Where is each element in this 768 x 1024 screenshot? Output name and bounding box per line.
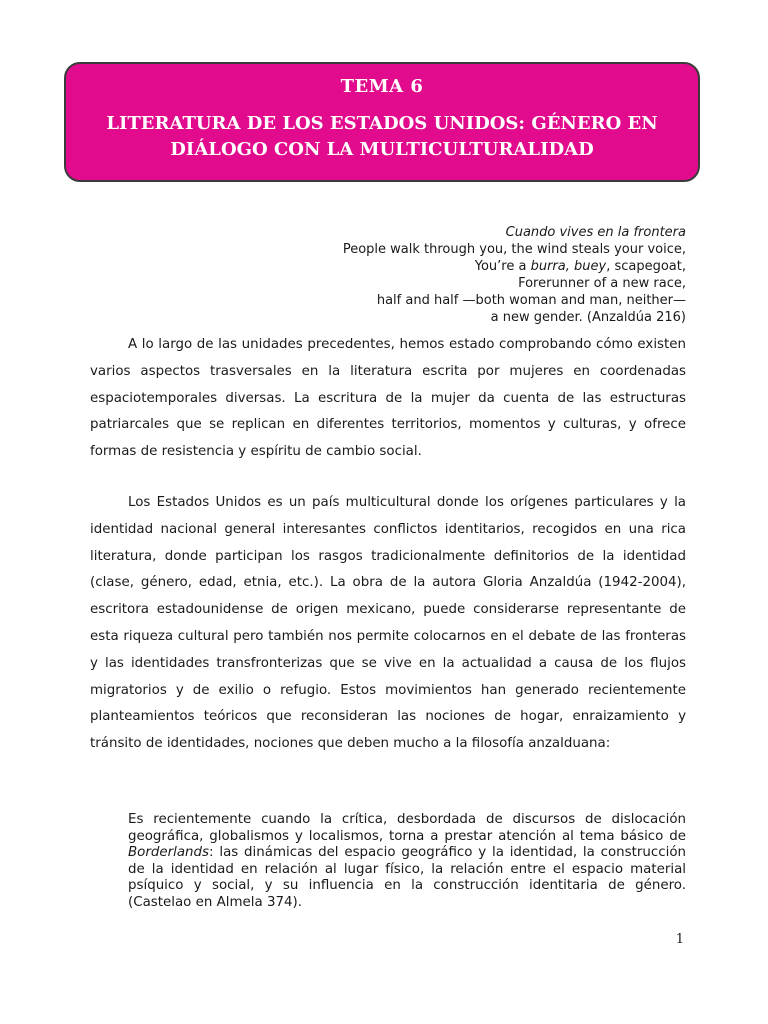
chapter-number: TEMA 6 <box>340 76 424 97</box>
epigraph-line: People walk through you, the wind steals your voice, <box>342 242 686 257</box>
chapter-title: LITERATURA DE LOS ESTADOS UNIDOS: GÉNERO EN DIÁLOGO CON LA MULTICULTURALIDAD <box>106 113 658 160</box>
epigraph-line: Forerunner of a new race, <box>518 276 686 291</box>
chapter-header-box <box>64 62 700 182</box>
body-paragraph-2: Los Estados Unidos es un país multicultural donde los orígenes particulares y la identidad nacional general interesantes conflictos identitarios, recogidos en una rica literatura, donde participan los rasgos tradicionalmente definitorios de la identidad (clase, género, edad, etnia, etc.). La obra de la autora Gloria Anzaldúa (1942-2004), escritora estadounidense de origen mexicano, puede considerarse representante de esta riqueza cultural pero también nos permite colocarnos en el debate de las fronteras y las identidades transfronterizas que se vive en la actualidad a causa de los flujos migratorios y de exilio o refugio. Estos movimientos han generado recientemente planteamientos teóricos que reconsideran las nociones de hogar, enraizamiento y tránsito de identidades, nociones que deben mucho a la filosofía anzalduana: <box>90 495 686 752</box>
epigraph-line: half and half —both woman and man, neither— <box>376 293 686 308</box>
epigraph-citation: a new gender. (Anzaldúa 216) <box>490 310 686 325</box>
epigraph-title: Cuando vives en la frontera <box>505 225 686 240</box>
body-paragraph-1: A lo largo de las unidades precedentes, hemos estado comprobando cómo existen varios aspectos trasversales en la literatura escrita por mujeres en coordenadas espaciotemporales diversas. La escritura de la mujer da cuenta de las estructuras patriarcales que se replican en diferentes territorios, momentos y culturas, y ofrece formas de resistencia y espíritu de cambio social. <box>90 337 686 460</box>
epigraph-line: You’re a burra, buey, scapegoat, <box>474 259 686 274</box>
epigraph <box>343 224 686 326</box>
page-number: 1 <box>675 932 684 947</box>
block-quote: Es recientemente cuando la crítica, desbordada de discursos de dislocación geográfica, globalismos y localismos, torna a prestar atención al tema básico de Borderlands: las dinámicas del espacio geográfico y la identidad, la construcción de la identidad en relación al lugar físico, la relación entre el espacio material psíquico y social, y su influencia en la construcción identitaria de género. (Castelao en Almela 374). <box>128 812 686 910</box>
